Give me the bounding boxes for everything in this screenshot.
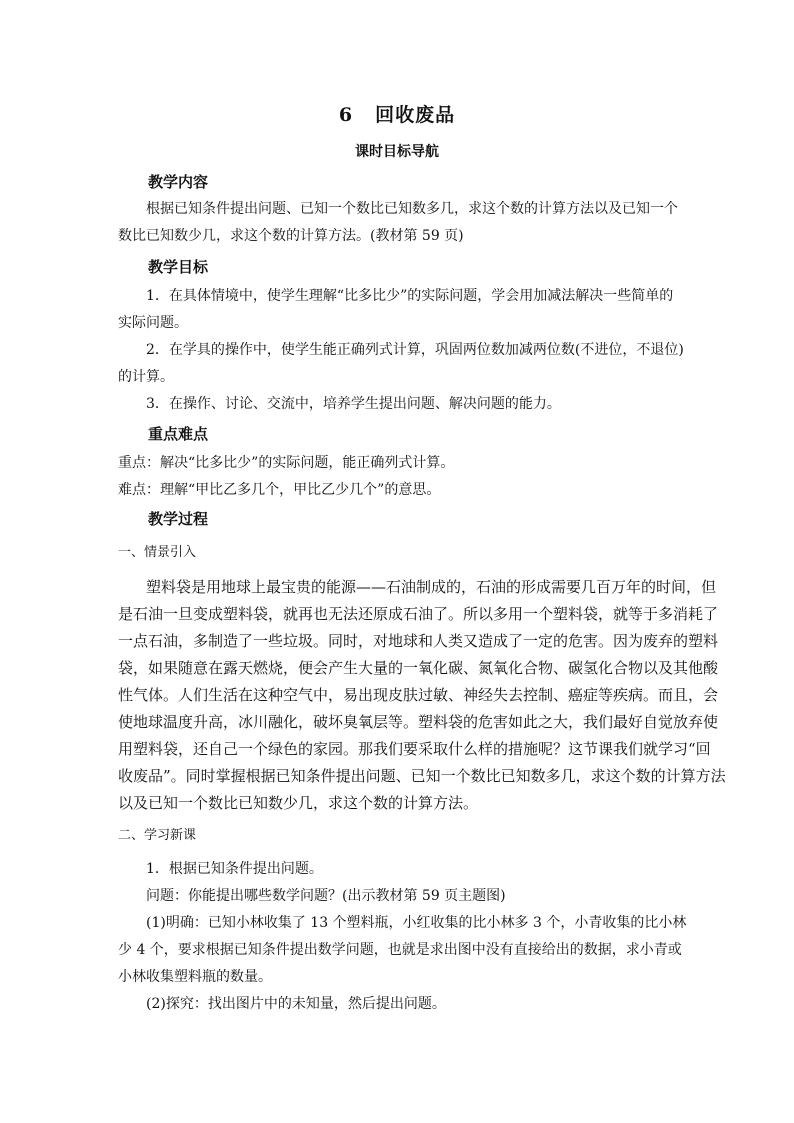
part-1-heading: 一、情景引入 xyxy=(118,545,197,560)
section-heading-content: 教学内容 xyxy=(148,173,209,191)
intro-line: 性气体。人们生活在这种空气中，易出现皮肤过敏、神经失去控制、癌症等疾病。而且，会 xyxy=(118,686,719,704)
content-line-1: 根据已知条件提出问题、已知一个数比已知数多几，求这个数的计算方法以及已知一个 xyxy=(146,201,678,217)
key-point: 重点：解决“比多比少”的实际问题，能正确列式计算。 xyxy=(118,455,455,471)
lesson-number: 6 xyxy=(338,104,354,126)
intro-line: 一点石油，多制造了一些垃圾。同时，对地球和人类又造成了一定的危害。因为废弃的塑料 xyxy=(118,632,719,650)
clarify-line: 小林收集塑料瓶的数量。 xyxy=(118,969,272,985)
intro-line: 用塑料袋，还自己一个绿色的家园。那我们要采取什么样的措施呢？这节课我们就学习“回 xyxy=(118,740,711,758)
hard-point: 难点：理解“甲比乙多几个，甲比乙少几个”的意思。 xyxy=(118,482,441,498)
subtitle: 课时目标导航 xyxy=(355,144,439,160)
intro-line: 收废品”。同时掌握根据已知条件提出问题、已知一个数比已知数多几，求这个数的计算方法 xyxy=(118,767,726,785)
section-heading-process: 教学过程 xyxy=(148,510,209,528)
goal-3: 3．在操作、讨论、交流中，培养学生提出问题、解决问题的能力。 xyxy=(146,396,561,412)
content-line-2: 数比已知数少几，求这个数的计算方法。(教材第 59 页) xyxy=(118,228,464,244)
intro-line: 是石油一旦变成塑料袋，就再也无法还原成石油了。所以多用一个塑料袋，就等于多消耗了 xyxy=(118,605,719,623)
intro-line: 以及已知一个数比已知数少几，求这个数的计算方法。 xyxy=(118,794,479,812)
intro-line: 塑料袋是用地球上最宝贵的能源——石油制成的，石油的形成需要几百万年的时间，但 xyxy=(146,578,717,596)
section-heading-goals: 教学目标 xyxy=(148,258,209,276)
clarify-line: 少 4 个，要求根据已知条件提出数学问题，也就是求出图中没有直接给出的数据，求小青或 xyxy=(118,942,682,958)
part-2-heading: 二、学习新课 xyxy=(118,828,197,843)
goal-1-line-2: 实际问题。 xyxy=(118,315,188,331)
section-heading-key: 重点难点 xyxy=(148,425,209,443)
goal-2-line-2: 的计算。 xyxy=(118,369,174,385)
goal-1-line-1: 1．在具体情境中，使学生理解“比多比少”的实际问题，学会用加减法解决一些简单的 xyxy=(146,288,674,304)
page-title xyxy=(0,100,794,127)
explore-line: (2)探究：找出图片中的未知量，然后提出问题。 xyxy=(146,996,446,1012)
intro-line: 袋，如果随意在露天燃烧，便会产生大量的一氧化碳、氮氧化合物、碳氢化合物以及其他酸 xyxy=(118,659,719,677)
step-1: 1．根据已知条件提出问题。 xyxy=(146,861,323,877)
intro-line: 使地球温度升高，冰川融化，破坏臭氧层等。塑料袋的危害如此之大，我们最好自觉放弃使 xyxy=(118,713,719,731)
goal-2-line-1: 2．在学具的操作中，使学生能正确列式计算，巩固两位数加减两位数(不进位，不退位) xyxy=(146,342,684,358)
lesson-title: 回收废品 xyxy=(375,104,456,126)
question: 问题：你能提出哪些数学问题？(出示教材第 59 页主题图) xyxy=(146,888,506,904)
clarify-line: (1)明确：已知小林收集了 13 个塑料瓶，小红收集的比小林多 3 个，小青收集的比小林 xyxy=(146,915,687,931)
